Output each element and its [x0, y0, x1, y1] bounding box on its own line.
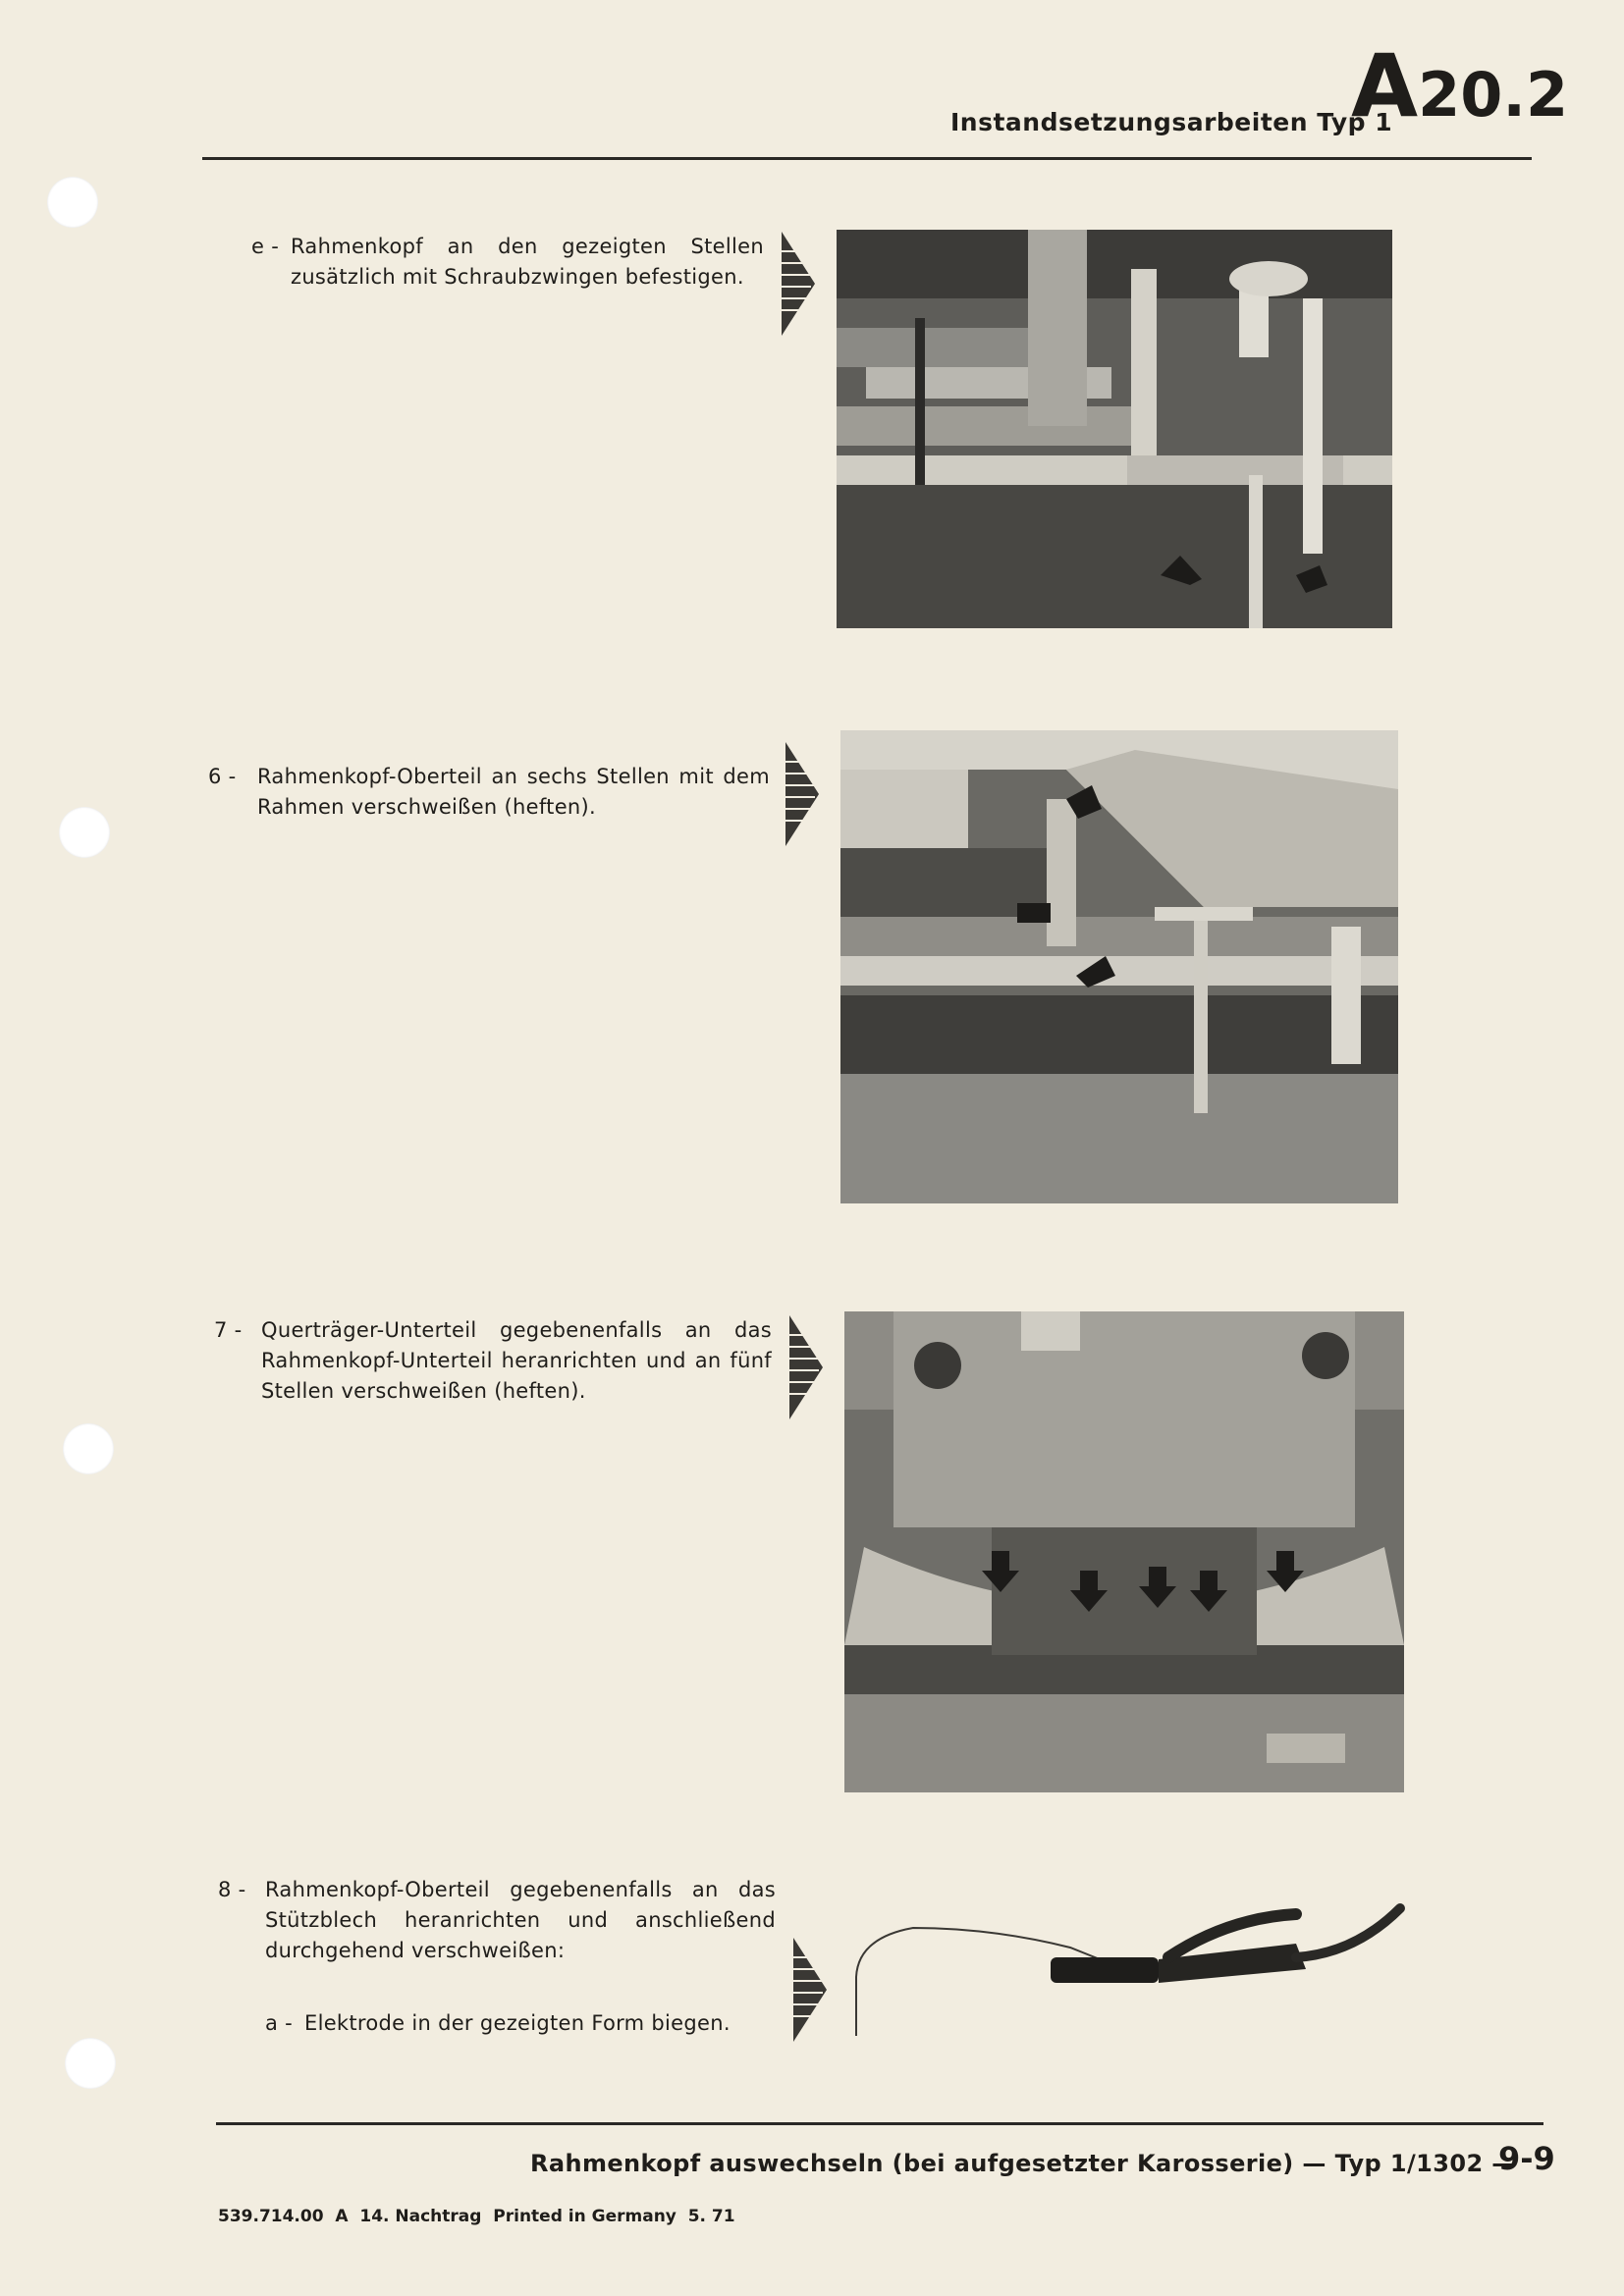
punch-hole-3 [63, 1423, 114, 1474]
header-rule [202, 157, 1532, 160]
punch-hole-4 [65, 2038, 116, 2089]
section-code-number: 20.2 [1418, 59, 1569, 131]
footer-rule [216, 2122, 1543, 2125]
step-8 [218, 1875, 776, 1969]
punch-hole-1 [47, 177, 98, 228]
footer-title: Rahmenkopf auswechseln (bei aufgesetzter Karosserie) — Typ 1/1302 — [530, 2150, 1516, 2177]
step-8-number: 8 - [218, 1878, 246, 1901]
step-6-text: Rahmenkopf-Oberteil an sechs Stellen mit dem Rahmen verschweißen (heften). [257, 765, 770, 819]
punch-hole-2 [59, 807, 110, 858]
photo-frame-clamps [837, 230, 1392, 628]
step-8a-text: Elektrode in der gezeigten Form biegen. [304, 2011, 731, 2035]
photo-weld-points-lower [844, 1311, 1404, 1792]
step-6-number: 6 - [208, 765, 237, 788]
step-6 [208, 762, 770, 827]
section-code [1351, 35, 1569, 138]
step-7-text: Querträger-Unterteil gegebenenfalls an das Rahmenkopf-Unterteil heranrichten und an fünf Stellen verschweißen (heften). [261, 1318, 772, 1403]
step-e-number: e - [251, 235, 280, 258]
page-number: 9-9 [1498, 2140, 1555, 2177]
section-code-letter: A [1351, 35, 1419, 136]
pointer-arrow-icon [785, 742, 819, 846]
pointer-arrow-icon [782, 232, 815, 336]
imprint: 539.714.00 A 14. Nachtrag Printed in Germany 5. 71 [218, 2207, 735, 2226]
step-7-number: 7 - [214, 1318, 243, 1342]
step-e-text: Rahmenkopf an den gezeigten Stellen zusätzlich mit Schraubzwingen befestigen. [291, 235, 764, 289]
pointer-arrow-icon [789, 1315, 823, 1419]
step-8-text: Rahmenkopf-Oberteil gegebenenfalls an das Stützblech heranrichten und anschließend durchgehend verschweißen: [265, 1878, 776, 1962]
step-8a-number: a - [265, 2011, 294, 2035]
step-7 [214, 1315, 772, 1410]
electrode-holder-illustration [844, 1889, 1410, 2036]
step-e [251, 232, 764, 296]
section-title: Instandsetzungsarbeiten Typ 1 [950, 108, 1393, 136]
step-8a [265, 2008, 776, 2042]
pointer-arrow-icon [793, 1938, 827, 2042]
photo-weld-points-upper [840, 730, 1398, 1203]
